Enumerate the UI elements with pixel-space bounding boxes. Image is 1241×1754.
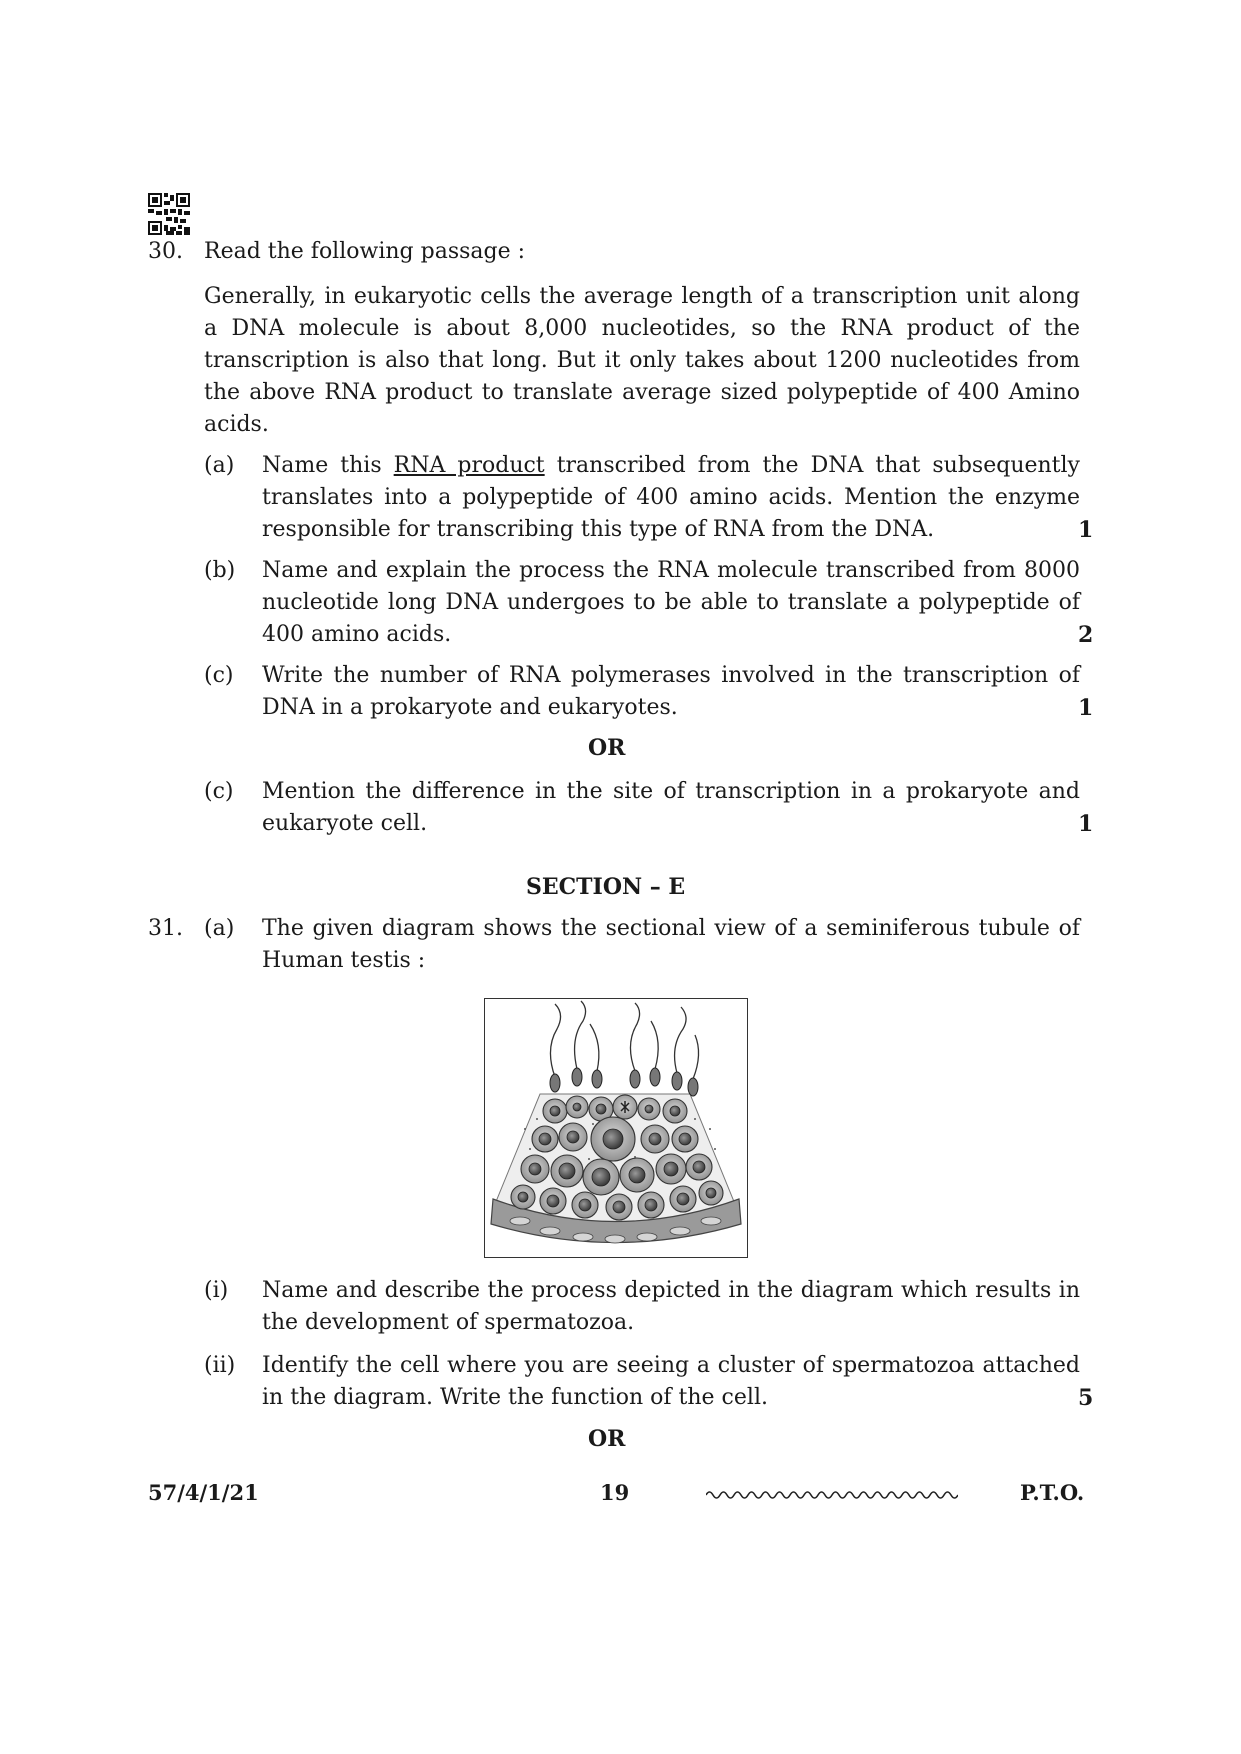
q31-i-line: Name and describe the process depicted in the diagram which results in	[262, 1278, 1080, 1303]
passage-line: Generally, in eukaryotic cells the average length of a transcription unit along	[204, 284, 1080, 309]
seminiferous-tubule-illustration	[485, 999, 747, 1257]
q30-c-alt-line: eukaryote cell.	[262, 811, 428, 836]
seminiferous-tubule-diagram	[484, 998, 748, 1258]
q30-a-line2: translates into a polypeptide of 400 amino acids. Mention the enzyme	[262, 485, 1080, 510]
question-31-number: 31.	[148, 916, 183, 941]
q31-a-line: The given diagram shows the sectional view of a seminiferous tubule of	[262, 916, 1080, 941]
section-heading: SECTION – E	[526, 874, 686, 900]
q30-a-line3: responsible for transcribing this type of RNA from the DNA.	[262, 517, 935, 542]
q31-a-line: Human testis :	[262, 948, 426, 973]
q30-c-line: Write the number of RNA polymerases involved in the transcription of	[262, 663, 1080, 688]
q30-b-marks: 2	[1078, 622, 1094, 648]
q31-ii-line: in the diagram. Write the function of the cell.	[262, 1385, 768, 1410]
q30-c-alt-line: Mention the difference in the site of transcription in a prokaryote and	[262, 779, 1080, 804]
please-turn-over: P.T.O.	[1020, 1480, 1085, 1505]
q31-ii-label: (ii)	[204, 1353, 236, 1378]
rna-product-underlined: RNA product	[393, 453, 545, 478]
q30-b-line: Name and explain the process the RNA molecule transcribed from 8000	[262, 558, 1080, 583]
passage-line: a DNA molecule is about 8,000 nucleotides, so the RNA product of the	[204, 316, 1080, 341]
q30-b-line: nucleotide long DNA undergoes to be able to translate a polypeptide of	[262, 590, 1080, 615]
or-separator: OR	[588, 1426, 626, 1452]
q30-c-alt-marks: 1	[1078, 811, 1094, 837]
q31-i-line: the development of spermatozoa.	[262, 1310, 635, 1335]
q31-ii-line: Identify the cell where you are seeing a cluster of spermatozoa attached	[262, 1353, 1080, 1378]
q30-c-alt-label: (c)	[204, 779, 234, 804]
q30-c-line: DNA in a prokaryote and eukaryotes.	[262, 695, 678, 720]
page-number: 19	[600, 1480, 630, 1505]
or-separator: OR	[588, 735, 626, 761]
q31-ii-marks: 5	[1078, 1385, 1094, 1411]
q30-b-label: (b)	[204, 558, 236, 583]
paper-code: 57/4/1/21	[148, 1480, 259, 1505]
q30-a-line1	[262, 450, 1080, 482]
q30-b-line: 400 amino acids.	[262, 622, 452, 647]
q30-a-text: transcribed from the DNA that subsequently	[544, 453, 1080, 478]
qr-code-icon	[148, 193, 190, 235]
passage-line: the above RNA product to translate average sized polypeptide of 400 Amino	[204, 380, 1080, 405]
passage-line: acids.	[204, 412, 269, 437]
q30-a-text: Name this	[262, 453, 394, 478]
q30-a-marks: 1	[1078, 517, 1094, 543]
passage-line: transcription is also that long. But it only takes about 1200 nucleotides from	[204, 348, 1080, 373]
question-30-number: 30.	[148, 239, 183, 264]
q30-c-marks: 1	[1078, 695, 1094, 721]
wavy-line-icon	[706, 1488, 958, 1502]
q31-a-label: (a)	[204, 916, 235, 941]
q30-a-label: (a)	[204, 453, 235, 478]
q30-c-label: (c)	[204, 663, 234, 688]
question-30-intro: Read the following passage :	[204, 239, 526, 264]
q31-i-label: (i)	[204, 1278, 229, 1303]
